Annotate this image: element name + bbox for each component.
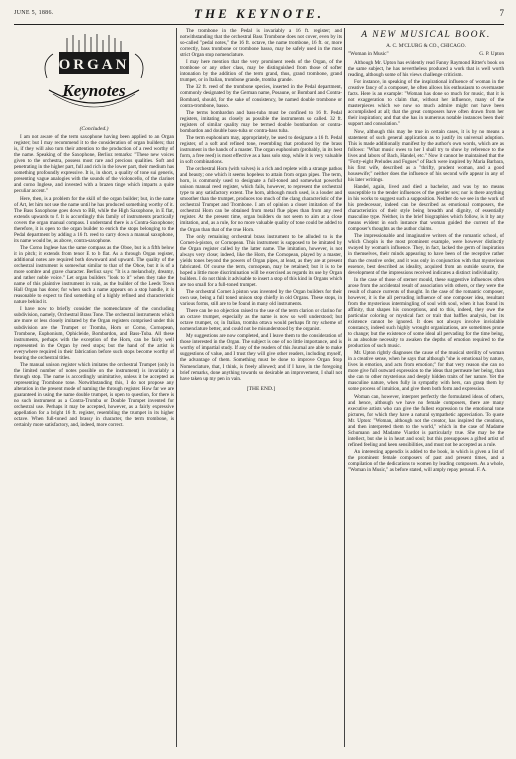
issue-date: JUNE 5, 1886.	[14, 10, 54, 16]
review-paragraph: Mr. Upton rightly diagnoses the cause of the musical sterility of woman in a creative sense, when he says that although "she is emotional by nature, lives in emotion, and acts from emotion;" for that very reason she can no more give full outward expression to the ideas that permeate her being, than she can to other mysterious and deeply hidden traits of her nature. Yet the masculine nature, when fully in sympathy with hers, can grasp them by some process of intuition, and give them both form and expression.	[348, 350, 504, 393]
the-end-label: [THE END.]	[246, 385, 276, 392]
article-paragraph: The orchestral Cornet à piston was invented by the Organ builders for their own use, being a full toned unison stop chiefly in old Organs. These stops, in various forms, still are to be found in many old instruments.	[180, 288, 342, 308]
article-paragraph: The Corno Inglese has the same compass as the Oboe, but is a fifth below it in pitch; it extends from tenor E to b flat. As a through Organ register, additional notes are required both downward and upward. The quality of the orchestral instrument is somewhat similar to that of the Oboe, but it is of a more sombre and grave character. Berlioz says: "It is a melancholy, dreamy, and rather noble voice." Let organ builders "look to it" when they take the name of this plaintive instrument in vain, as the builder of the Leeds Town Hall Organ has done; for when such a name appears on a stop handle, it is reasonable to expect to find something of a highly refined and characteristic nature behind it.	[14, 244, 174, 306]
review-paragraph: For instance, in speaking of the inspirational influence of woman in the creative fancy of a composer, he often allows his enthusiasm to overmaster facts. Here is an example: "Woman has done so much for music, that it is not exaggeration to claim that, without her influence, many of the masterpieces which we now so much admire might not have been accomplished at all; that the great composers have often drawn from her their inspiration; and that she has in numerous notable instances been their support and consolation."	[348, 79, 504, 128]
review-paragraph: An interesting appendix is added to the book, in which is given a list of the prominent female composers of past and present times, and a compilation of the dedications to women by leading composers. As a whole, "Woman in Music," as before stated, will amply repay perusal. F. A.	[348, 448, 504, 474]
article-paragraph: My suggestions are now completed, and I leave them to the consideration of those interested in the Organ. The subject is one of no little importance, and is worthy of impartial study. If any of the readers of this Journal are able to make suggestions of value, and I trust they will give other readers, including myself, the advantage of them. Something must be done to improve Organ Stop Nomenclature, that, I think, is freely allowed; and if I have, in the foregoing brief remarks, done anything towards so desirable an improvement, I shall not have taken up my pen in vain.	[180, 333, 342, 382]
article-paragraph: The manual unison register which imitates the orchestral Trumpet (only in the limited number of notes possible on the instrument) is invariably a through stop. The name is accordingly unimitative, unless it be accepted as representing Trombone tone. Notwithstanding this, I do not propose any alteration in the present mode of naming the through register. How far we are guaranteed in using the name double trumpet, is open to question, for there is no such instrument as a Contra-Tromba or Double Trumpet invented for orchestral use. Perhaps it may be accepted, however, as a fairly expressive appellation for a bright 16 ft. register, resembling the trumpet in its higher octave. When full-toned and brassy in character, the term trombone, is certainly more satisfactory, and, indeed, more correct.	[14, 361, 174, 429]
column-divider	[344, 28, 345, 747]
organ-keynotes-logo	[39, 32, 149, 124]
page-number: 7	[499, 8, 504, 18]
article-paragraph: The term euphonium may, appropriately, be used to designate a 16 ft. Pedal register, of a soft and refined tone, resembling that produced by the brass instrument in the hands of a master. The organ euphonium (probably, in its best form, a free reed) is most effective as a bass solo stop, while it is very valuable in soft combinations.	[180, 134, 342, 165]
svg-text:Keynotes: Keynotes	[62, 81, 126, 100]
article-paragraph: The orchestral Horn (with valves) is a rich and replete with a strange pathos and beauty; one which it seems hopeless to attain from organ pipes. The term, horn, is commonly used to designate a full-toned and somewhat powerful unison manual reed register, which fails, however, to represent the orchestral type to any satisfactory extent. The horn, although much used, is a louder and smoother than the trumpet, produces too much of the clang characteristic of the orchestral Trumpet and Trombone. I am of opinion a closer imitation of the orchestral Horn can be obtained from metal flue pipes than from any reed register. At the present time, organ builders do not seem to aim at a close imitation, and, as a rule, for no more valuable quality of tone could be added to the Organ than that of the true Horn.	[180, 166, 342, 233]
masthead: THE KEYNOTE.	[194, 6, 324, 21]
article-paragraph: There can be no objection raised to the use of the term clarion or clarino for an octave trumpet, especially as the name is now so well understood; but octave trumpet, or, in Italian, tromba ottava would perhaps fit my scheme of nomenclature better, and could not be misunderstood by the organist.	[180, 308, 342, 333]
work-author: G. P. Upton	[479, 51, 504, 57]
review-paragraph: In the case of those of sterner mould, these suggestive influences often arose from the accidental result of association with others, or they were the result of chance currents of thought. In the case of the romantic composer, however, it is the all pervading influence of one composer idea, resultant from the mysterious intermingling of soul with soul, when it has found its affinity, that shapes his conceptions, and to this, indeed, they owe the particular coloring or mystical fact or trait that baffles analysis, but its existence cannot be ignored. It does not always involve inviolable constancy, indeed such highly wrought organizations, are sometimes prone to change; but the existence of some ideal all pervading for the time being, is an absolute necessity to awaken the depths of emotion required to the production of such music.	[348, 276, 504, 350]
column-middle	[180, 28, 342, 749]
article-paragraph: The 32 ft. reed of the trombone species, inserted in the Pedal department, commonly designated by the German name, Posaune, or Bombard and Contra-Bombard, should, for the sake of consistency, be named double trombone or contra-trombone, basso.	[180, 84, 342, 109]
page-header	[14, 6, 504, 22]
column-left	[14, 28, 174, 749]
article-paragraph: I have now to briefly consider the nomenclature of the concluding subdivision, namely, Orchestral Brass Tone. The orchestral instruments which are more or less closely imitated by the Organ registers comprised under this subdivision are the Trumpet or Tromba, Horn or Corno, Cornopean, Trombone, Euphonium, Ophicleide, Bombardon, and Bass-Tuba. All these instruments, perhaps with the exception of the Horn, can be fairly well represented in the Organ by reed stops; but the hand of the artist is everywhere required in their fabrication before such stops become worthy of bearing the orchestral titles.	[14, 306, 174, 361]
svg-text:ORGAN: ORGAN	[58, 57, 130, 73]
header-rule	[14, 24, 504, 25]
review-paragraph: Now, although this may be true in certain cases, it is by no means a statement of such general application as to justify its universal adoption. This is made additionally manifest by the author's own words, which are as follows: "What music owes to her I shall try to show by reference to the lives and labors of Bach, Handel, etc." Now it cannot be maintained that the "Forty-eight Preludes and Fugues" of Bach were inspired by Maria Barbara, his first wife, described as a "thrifty, prudent woman, and a good housewife;" neither does the influence of his second wife appear in any of his later writings.	[348, 128, 504, 183]
article-paragraph: The trombone in the Pedal is invariably a 16 ft. register; and notwithstanding that the orchestral Bass Trombone does not cover, even by its so-called "pedal notes," the 16 ft. octave, the name trombone, 16 ft. or, more correctly, bass trombone or trombone basso, may be safely used in the most strict Organ stop nomenclature.	[180, 28, 342, 59]
review-paragraph: Woman can, however, interpret perfectly the formulated ideas of others, and hence, although we have no female composers, there are many executive artists who can give the fullest expression to the emotional tone pictures, for which they have a natural sympathetic appreciation. To quote Mr. Upton: "Woman, although not the creator, has inspired the creations, and then interpreted them to the world," which in the case of Madame Schumann and Madame Viardot is particularly true. She may be the intellect, but she is in heart and soul; but this presupposes a gifted artist of refined feeling and keen sensibilities, and must not be accepted as a rule.	[348, 393, 504, 448]
article-paragraph: I am not aware of the term saxophone having been applied to an Organ register; but I may recommend it to the consideration of organ builders; that is, if they will also turn their attention to the production of a reed worthy of the name. Speaking of the Saxophone, Berlioz remarks: "These new voices given to the orchestra, possess most rare and precious qualities. Soft and penetrating in the higher part, full and rich in the lower part, their medium has something profoundly expressive. It is, in short, a quality of tone sui generis, presenting vague analogies with the sounds of the violoncello, of the clarinet and corno Inglese, and invested with a brazen tinge which imparts a quite peculiar accent."	[14, 134, 174, 195]
column-divider	[176, 28, 177, 747]
review-paragraph: Handel, again, lived and died a bachelor, and was by no means susceptible to the tender influences of the gentler sex; nor is there anything in his works to suggest such a supposition. Neither do we see in the work of his predecessor, indeed can be described as emotional composers, the characteristics of their style being breadth and dignity, of essentially masculine type. Neither, in the brief biographies which follow, is it by any means evident in each instance that woman guided the current of the composer's thoughts as the author claims.	[348, 183, 504, 233]
article-paragraph: The only remaining orchestral brass instrument to be alluded to is the Cornet-à-piston, or Cornopean. This instrument is supposed to be imitated by the Organ register called by the latter name. The imitation, however, is not always very close; indeed, like the Horn, the Cornopean, played by a master, yields tones beyond the powers of Organ pipes, at least, as they are at present fabricated. Of course the term, cornopean, may be retained; but it is to be hoped a little more discrimination will be exercised as regards its use by Organ builders. I do not think it advisable to insert a stop of this kind in Organs which are too small for a full-toned trumpet.	[180, 233, 342, 288]
work-title: "Woman in Music"	[348, 51, 389, 57]
review-paragraph: The impressionable and imaginative writers of the romantic school, of which Chopin is the most prominent example, were however distinctly swayed by woman's influence. They, in fact, lacked the germ of inspiration in themselves, their minds appearing to have been of the receptive rather than the creative order, and it was only in conjunction with that mysterious essence, best described as ideality, acquired from an outside source, the development of the impressions received indicates a distinct individuality.	[348, 233, 504, 276]
column-right	[348, 28, 504, 749]
review-paragraph: Although Mr. Upton has evidently read Fanny Raymond Ritter's book on the same subject, he has nevertheless produced a work that is well worth reading, although some of his views challenge criticism.	[348, 60, 504, 79]
review-title: A NEW MUSICAL BOOK.	[361, 30, 491, 40]
work-line	[348, 51, 504, 57]
publisher-line: A. C. M'CLURG & CO., CHICAGO.	[386, 43, 466, 49]
article-paragraph: I may here mention that the very prominent reeds of the Organ, of the trombone or any other class, may be distinguished from those of softer intonation by the addition of the term grand, thus, grand trombone, grand trumpet, or in Italian, trombone grande, tromba grande.	[180, 59, 342, 84]
article-paragraph: Here, then, is a problem for the skill of the organ builder; but, in the name of Art, let him not use the name until he has produced something worthy of it. The Bass Saxophone goes down to BB, while the High Saxophone, in E flat, extends upwards to f. It is accordingly this family of instruments practically covers the organ manual compass. I understand there is a Contra-Saxophone; therefore, it is open to the organ builder to enrich the stops belonging to the Pedal department by adding a 16 ft. reed to carry down a manual saxophone, its name would be, as above, contra-saxophone.	[14, 195, 174, 244]
concluded-label: (Concluded.)	[79, 126, 109, 132]
article-paragraph: The terms bombardon and bass-tuba must be confined to 16 ft. Pedal registers, imitating as closely as possible the instruments so called. 32 ft. registers of similar quality may be termed double bombardon or contra-bombardon and double bass-tuba or contra-bass tuba.	[180, 109, 342, 134]
